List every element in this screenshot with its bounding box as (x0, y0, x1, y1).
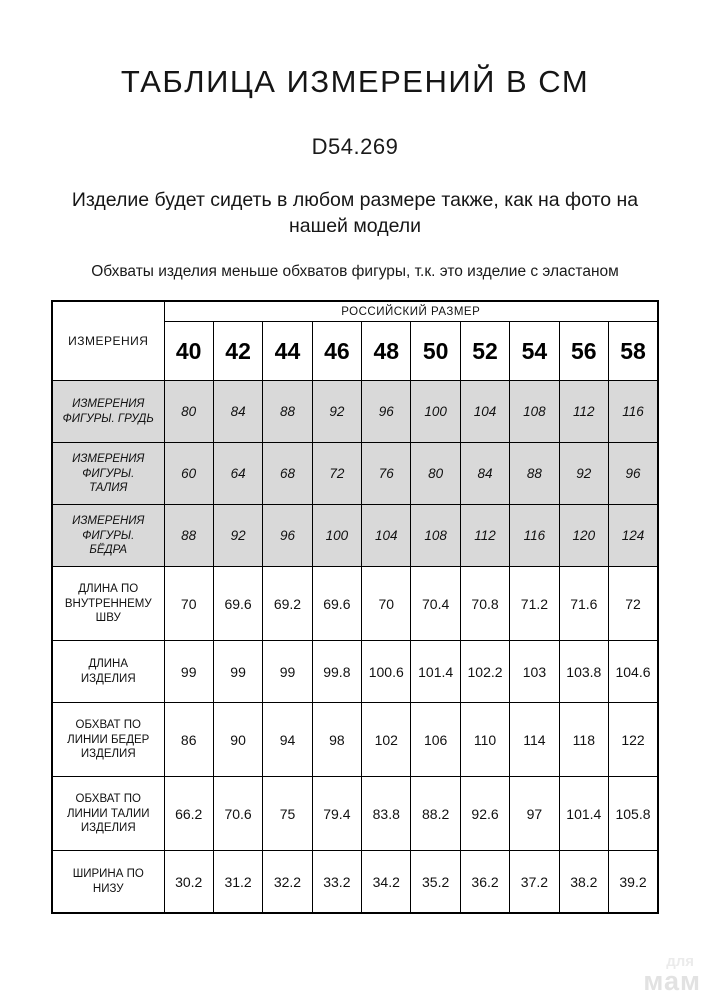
russian-size-group-label: РОССИЙСКИЙ РАЗМЕР (164, 301, 658, 322)
value-cell: 32.2 (263, 851, 312, 913)
row-label: ДЛИНА ИЗДЕЛИЯ (52, 641, 164, 703)
value-cell: 92.6 (460, 777, 509, 851)
value-cell: 75 (263, 777, 312, 851)
value-cell: 102.2 (460, 641, 509, 703)
value-cell: 124 (609, 505, 658, 567)
value-cell: 71.2 (510, 567, 559, 641)
value-cell: 118 (559, 703, 608, 777)
value-cell: 96 (362, 381, 411, 443)
value-cell: 90 (213, 703, 262, 777)
value-cell: 35.2 (411, 851, 460, 913)
size-column-header: 40 (164, 322, 213, 381)
value-cell: 92 (312, 381, 361, 443)
table-row (52, 505, 658, 567)
fit-note: Изделие будет сидеть в любом размере также, как на фото на нашей модели (71, 189, 639, 237)
watermark-line1: для (666, 953, 694, 971)
value-cell: 70 (164, 567, 213, 641)
value-cell: 79.4 (312, 777, 361, 851)
size-column-header: 44 (263, 322, 312, 381)
value-cell: 96 (263, 505, 312, 567)
value-cell: 108 (411, 505, 460, 567)
value-cell: 83.8 (362, 777, 411, 851)
table-row (52, 381, 658, 443)
value-cell: 69.2 (263, 567, 312, 641)
value-cell: 68 (263, 443, 312, 505)
value-cell: 102 (362, 703, 411, 777)
value-cell: 30.2 (164, 851, 213, 913)
value-cell: 98 (312, 703, 361, 777)
value-cell: 64 (213, 443, 262, 505)
value-cell: 72 (312, 443, 361, 505)
value-cell: 31.2 (213, 851, 262, 913)
value-cell: 72 (609, 567, 658, 641)
value-cell: 103.8 (559, 641, 608, 703)
value-cell: 114 (510, 703, 559, 777)
value-cell: 69.6 (213, 567, 262, 641)
value-cell: 99 (164, 641, 213, 703)
value-cell: 33.2 (312, 851, 361, 913)
size-column-header: 54 (510, 322, 559, 381)
value-cell: 88 (164, 505, 213, 567)
value-cell: 108 (510, 381, 559, 443)
value-cell: 60 (164, 443, 213, 505)
size-column-header: 48 (362, 322, 411, 381)
value-cell: 37.2 (510, 851, 559, 913)
value-cell: 84 (460, 443, 509, 505)
value-cell: 116 (510, 505, 559, 567)
size-column-header: 42 (213, 322, 262, 381)
value-cell: 97 (510, 777, 559, 851)
value-cell: 70.8 (460, 567, 509, 641)
table-header (52, 301, 658, 381)
value-cell: 88 (263, 381, 312, 443)
table-row (52, 703, 658, 777)
value-cell: 94 (263, 703, 312, 777)
row-label: ОБХВАТ ПО ЛИНИИ ТАЛИИ ИЗДЕЛИЯ (52, 777, 164, 851)
value-cell: 99 (263, 641, 312, 703)
row-label: ИЗМЕРЕНИЯ ФИГУРЫ. ГРУДЬ (52, 381, 164, 443)
row-label: ИЗМЕРЕНИЯ ФИГУРЫ. БЁДРА (52, 505, 164, 567)
value-cell: 92 (213, 505, 262, 567)
value-cell: 104 (460, 381, 509, 443)
value-cell: 96 (609, 443, 658, 505)
size-column-header: 46 (312, 322, 361, 381)
row-label: ШИРИНА ПО НИЗУ (52, 851, 164, 913)
size-column-header: 58 (609, 322, 658, 381)
value-cell: 112 (460, 505, 509, 567)
value-cell: 80 (411, 443, 460, 505)
row-label: ИЗМЕРЕНИЯ ФИГУРЫ. ТАЛИЯ (52, 443, 164, 505)
value-cell: 69.6 (312, 567, 361, 641)
dlya-mam-watermark (643, 955, 701, 995)
value-cell: 70.4 (411, 567, 460, 641)
table-row (52, 567, 658, 641)
measurements-table (51, 300, 659, 914)
value-cell: 66.2 (164, 777, 213, 851)
value-cell: 110 (460, 703, 509, 777)
value-cell: 70.6 (213, 777, 262, 851)
value-cell: 122 (609, 703, 658, 777)
row-label: ОБХВАТ ПО ЛИНИИ БЕДЕР ИЗДЕЛИЯ (52, 703, 164, 777)
value-cell: 101.4 (559, 777, 608, 851)
size-column-header: 52 (460, 322, 509, 381)
model-code: D54.269 (311, 134, 399, 159)
value-cell: 86 (164, 703, 213, 777)
value-cell: 99.8 (312, 641, 361, 703)
value-cell: 71.6 (559, 567, 608, 641)
size-column-header: 56 (559, 322, 608, 381)
value-cell: 99 (213, 641, 262, 703)
value-cell: 116 (609, 381, 658, 443)
value-cell: 104.6 (609, 641, 658, 703)
value-cell: 36.2 (460, 851, 509, 913)
table-row (52, 851, 658, 913)
value-cell: 112 (559, 381, 608, 443)
size-column-header: 50 (411, 322, 460, 381)
watermark-line2: мам (643, 966, 701, 997)
value-cell: 80 (164, 381, 213, 443)
value-cell: 101.4 (411, 641, 460, 703)
value-cell: 100 (312, 505, 361, 567)
value-cell: 100.6 (362, 641, 411, 703)
value-cell: 84 (213, 381, 262, 443)
value-cell: 88 (510, 443, 559, 505)
value-cell: 92 (559, 443, 608, 505)
table-row (52, 777, 658, 851)
table-body (52, 381, 658, 913)
row-label: ДЛИНА ПО ВНУТРЕННЕМУ ШВУ (52, 567, 164, 641)
value-cell: 106 (411, 703, 460, 777)
group-header-row (52, 301, 658, 322)
value-cell: 34.2 (362, 851, 411, 913)
value-cell: 103 (510, 641, 559, 703)
value-cell: 70 (362, 567, 411, 641)
table-row (52, 641, 658, 703)
page-title: ТАБЛИЦА ИЗМЕРЕНИЙ В СМ (120, 64, 590, 99)
value-cell: 104 (362, 505, 411, 567)
value-cell: 76 (362, 443, 411, 505)
elastane-note: Обхваты изделия меньше обхватов фигуры, т.к. это изделие с эластаном (91, 263, 619, 281)
table-row (52, 443, 658, 505)
measurements-corner-label: ИЗМЕРЕНИЯ (52, 301, 164, 381)
value-cell: 88.2 (411, 777, 460, 851)
value-cell: 100 (411, 381, 460, 443)
value-cell: 120 (559, 505, 608, 567)
value-cell: 105.8 (609, 777, 658, 851)
value-cell: 39.2 (609, 851, 658, 913)
value-cell: 38.2 (559, 851, 608, 913)
